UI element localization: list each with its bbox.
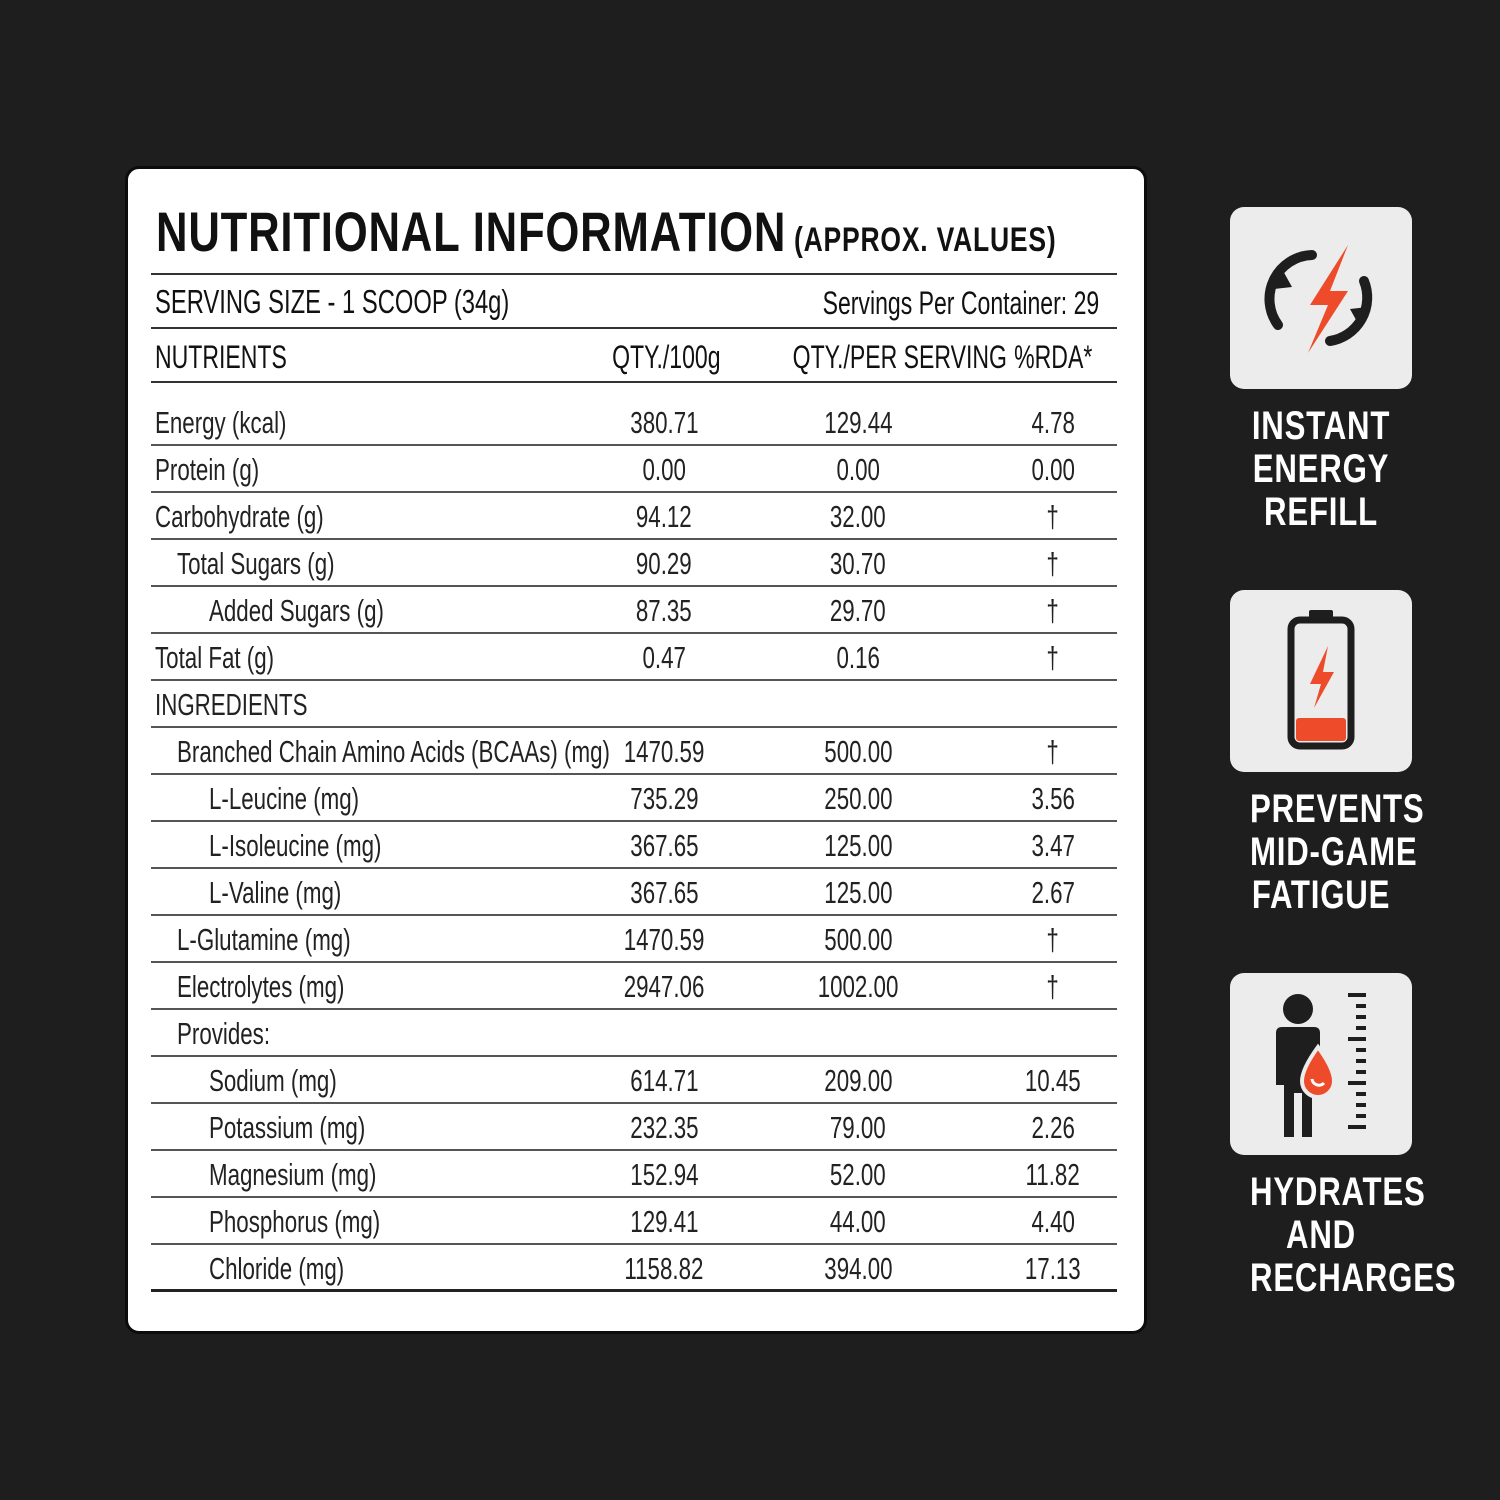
rda-percent: 2.26 [1031, 1110, 1075, 1145]
table-row [151, 1245, 1117, 1292]
qty-per-serving: 29.70 [830, 593, 886, 628]
nutrient-name: Electrolytes (mg) [177, 969, 345, 1004]
header-nutrients: NUTRIENTS [155, 339, 287, 375]
table-row [151, 1104, 1117, 1151]
qty-per-serving: 44.00 [830, 1204, 886, 1239]
qty-per-serving: 1002.00 [817, 969, 899, 1004]
qty-per-serving: 125.00 [823, 828, 893, 863]
table-row [151, 775, 1117, 822]
nutrient-name: Sodium (mg) [209, 1063, 337, 1098]
qty-per-serving: 79.00 [830, 1110, 886, 1145]
table-row [151, 540, 1117, 587]
table-row [151, 822, 1117, 869]
header-qty-serving: QTY./PER SERVING [792, 339, 1007, 375]
rda-percent: 11.82 [1025, 1157, 1081, 1192]
qty-per-serving: 52.00 [830, 1157, 886, 1192]
hydration-person-icon [1230, 973, 1412, 1155]
qty-per-100g: 232.35 [629, 1110, 699, 1145]
nutrient-name: L-Valine (mg) [209, 875, 342, 910]
table-row [151, 728, 1117, 775]
qty-per-serving: 500.00 [823, 734, 893, 769]
table-row [151, 1057, 1117, 1104]
nutrient-name: Added Sugars (g) [209, 593, 384, 628]
table-body [151, 399, 1117, 1292]
qty-per-100g: 94.12 [636, 499, 692, 534]
table-row [151, 1198, 1117, 1245]
nutrient-name: Branched Chain Amino Acids (BCAAs) (mg) [177, 734, 610, 769]
nutrient-name: INGREDIENTS [155, 687, 308, 722]
rda-percent: † [1046, 640, 1060, 675]
nutrient-name: Chloride (mg) [209, 1251, 345, 1286]
rda-percent: 3.47 [1031, 828, 1075, 863]
qty-per-100g: 367.65 [629, 828, 699, 863]
qty-per-100g: 129.41 [629, 1204, 699, 1239]
qty-per-serving: 250.00 [823, 781, 893, 816]
rda-percent: † [1046, 546, 1060, 581]
qty-per-100g: 614.71 [629, 1063, 699, 1098]
qty-per-100g: 735.29 [629, 781, 699, 816]
feature-hydration [1230, 973, 1457, 1300]
table-row [151, 916, 1117, 963]
table-row [151, 681, 1117, 728]
page-subtitle: (APPROX. VALUES) [793, 221, 1057, 259]
qty-per-100g: 0.47 [642, 640, 686, 675]
nutrition-table [151, 273, 1117, 1292]
nutrient-name: Potassium (mg) [209, 1110, 366, 1145]
table-row [151, 587, 1117, 634]
table-row [151, 446, 1117, 493]
serving-row [151, 273, 1117, 329]
table-row [151, 399, 1117, 446]
table-row [151, 634, 1117, 681]
nutrient-name: Provides: [177, 1016, 271, 1051]
header-rda: %RDA* [1013, 339, 1093, 375]
table-row [151, 869, 1117, 916]
qty-per-serving: 32.00 [830, 499, 886, 534]
nutrient-name: Carbohydrate (g) [155, 499, 324, 534]
qty-per-serving: 500.00 [823, 922, 893, 957]
nutrient-name: Total Fat (g) [155, 640, 275, 675]
qty-per-100g: 380.71 [629, 405, 699, 440]
qty-per-serving: 0.16 [836, 640, 880, 675]
rda-percent: † [1046, 734, 1060, 769]
nutrient-name: Magnesium (mg) [209, 1157, 377, 1192]
rda-percent: 0.00 [1031, 452, 1075, 487]
qty-per-100g: 152.94 [629, 1157, 699, 1192]
qty-per-100g: 87.35 [636, 593, 692, 628]
title-row [156, 199, 1126, 264]
qty-per-100g: 2947.06 [623, 969, 705, 1004]
rda-percent: 2.67 [1031, 875, 1075, 910]
rda-percent: † [1046, 922, 1060, 957]
nutrient-name: Total Sugars (g) [177, 546, 335, 581]
serving-size: SERVING SIZE - 1 SCOOP (34g) [155, 283, 510, 320]
qty-per-serving: 30.70 [830, 546, 886, 581]
rda-percent: 4.78 [1031, 405, 1075, 440]
nutrition-panel [125, 166, 1147, 1334]
page-title: NUTRITIONAL INFORMATION [156, 200, 787, 263]
table-row [151, 1151, 1117, 1198]
rda-percent: † [1046, 499, 1060, 534]
feature-energy [1230, 207, 1412, 534]
qty-per-100g: 1470.59 [623, 734, 705, 769]
feature-fatigue [1230, 590, 1425, 917]
qty-per-100g: 1158.82 [624, 1251, 704, 1286]
feature-label-fatigue: PREVENTS MID-GAME FATIGUE [1250, 787, 1425, 917]
qty-per-serving: 125.00 [823, 875, 893, 910]
qty-per-serving: 209.00 [823, 1063, 893, 1098]
qty-per-serving: 394.00 [823, 1251, 893, 1286]
nutrient-name: Energy (kcal) [155, 405, 287, 440]
nutrient-name: L-Leucine (mg) [209, 781, 360, 816]
nutrient-name: L-Glutamine (mg) [177, 922, 351, 957]
table-header [151, 329, 1117, 383]
feature-label-energy: INSTANT ENERGY REFILL [1251, 404, 1391, 534]
qty-per-100g: 367.65 [629, 875, 699, 910]
battery-icon [1230, 590, 1412, 772]
qty-per-100g: 0.00 [642, 452, 686, 487]
qty-per-100g: 90.29 [636, 546, 692, 581]
rda-percent: † [1046, 593, 1060, 628]
rda-percent: 17.13 [1025, 1251, 1081, 1286]
energy-refill-icon [1230, 207, 1412, 389]
servings-per-container: Servings Per Container: 29 [822, 285, 1099, 321]
qty-per-100g: 1470.59 [623, 922, 705, 957]
header-qty-100g: QTY./100g [612, 339, 721, 375]
rda-percent: 4.40 [1031, 1204, 1075, 1239]
table-row [151, 493, 1117, 540]
qty-per-serving: 0.00 [836, 452, 880, 487]
rda-percent: 10.45 [1025, 1063, 1081, 1098]
qty-per-serving: 129.44 [823, 405, 893, 440]
table-row [151, 1010, 1117, 1057]
table-row [151, 963, 1117, 1010]
feature-label-hydration: HYDRATES AND RECHARGES [1250, 1170, 1457, 1300]
header-spacer [151, 383, 1117, 399]
nutrient-name: Phosphorus (mg) [209, 1204, 381, 1239]
rda-percent: † [1046, 969, 1060, 1004]
nutrient-name: Protein (g) [155, 452, 260, 487]
rda-percent: 3.56 [1031, 781, 1075, 816]
nutrient-name: L-Isoleucine (mg) [209, 828, 382, 863]
